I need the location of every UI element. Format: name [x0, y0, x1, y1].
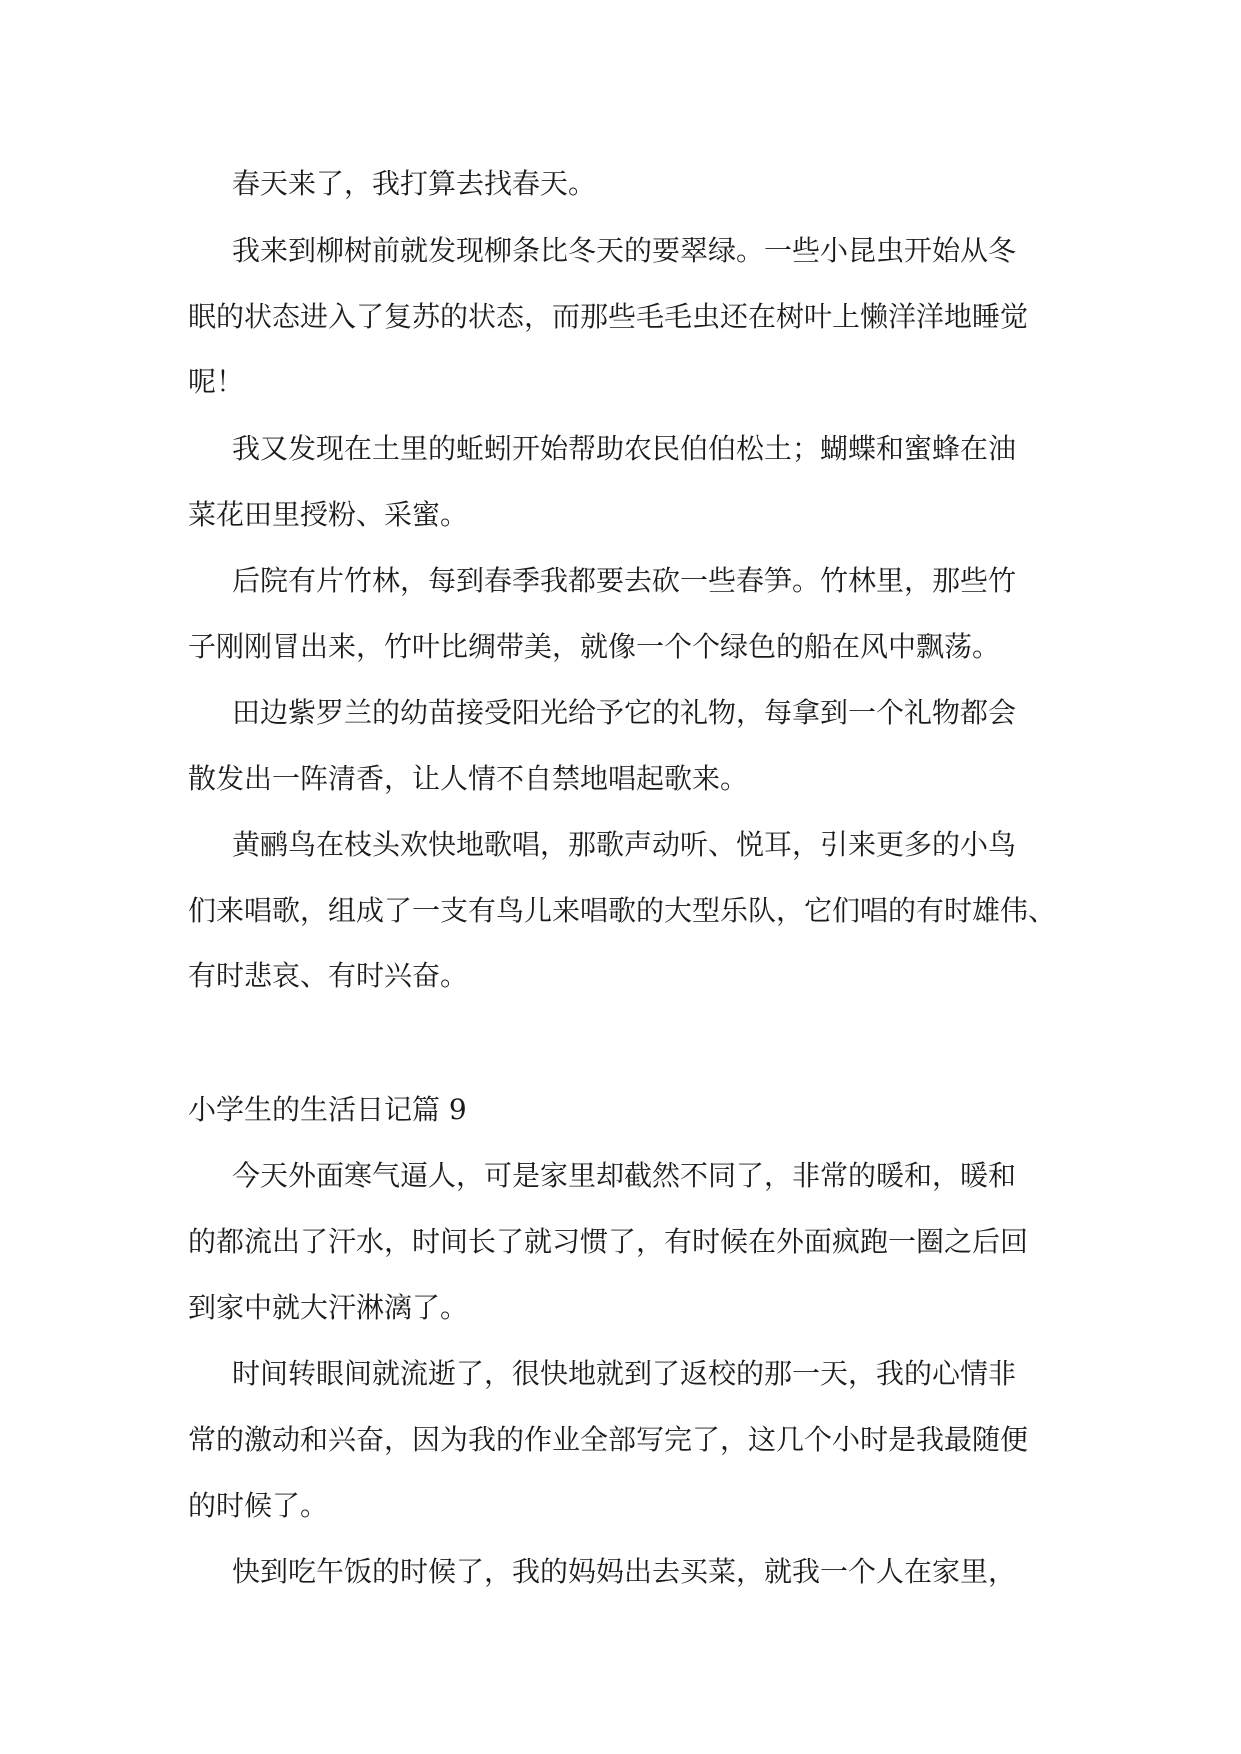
paragraph-line: 眠的状态进入了复苏的状态，而那些毛毛虫还在树叶上懒洋洋地睡觉 [188, 300, 1029, 333]
paragraph-line: 子刚刚冒出来，竹叶比绸带美，就像一个个绿色的船在风中飘荡。 [188, 630, 1001, 663]
paragraph-line: 我来到柳树前就发现柳条比冬天的要翠绿。一些小昆虫开始从冬 [232, 234, 1017, 267]
paragraph-line: 田边紫罗兰的幼苗接受阳光给予它的礼物，每拿到一个礼物都会 [232, 696, 1017, 729]
paragraph-line: 们来唱歌，组成了一支有鸟儿来唱歌的大型乐队，它们唱的有时雄伟、 [188, 894, 1057, 927]
paragraph-line: 呢！ [188, 365, 245, 398]
paragraph-line: 时间转眼间就流逝了，很快地就到了返校的那一天，我的心情非 [232, 1357, 1017, 1390]
section-heading: 小学生的生活日记篇 9 [188, 1093, 467, 1126]
paragraph-line: 春天来了，我打算去找春天。 [232, 167, 597, 200]
paragraph-line: 常的激动和兴奋，因为我的作业全部写完了，这几个小时是我最随便 [188, 1423, 1029, 1456]
paragraph-line: 快到吃午饭的时候了，我的妈妈出去买菜，就我一个人在家里， [232, 1555, 1017, 1588]
paragraph-line: 今天外面寒气逼人，可是家里却截然不同了，非常的暖和，暖和 [232, 1159, 1017, 1192]
paragraph-line: 黄鹂鸟在枝头欢快地歌唱，那歌声动听、悦耳，引来更多的小鸟 [232, 828, 1017, 861]
paragraph-line: 散发出一阵清香，让人情不自禁地唱起歌来。 [188, 762, 749, 795]
paragraph-line: 我又发现在土里的蚯蚓开始帮助农民伯伯松土；蝴蝶和蜜蜂在油 [232, 432, 1017, 465]
paragraph-line: 的时候了。 [188, 1489, 329, 1522]
paragraph-line: 到家中就大汗淋漓了。 [188, 1291, 469, 1324]
paragraph-line: 后院有片竹林，每到春季我都要去砍一些春笋。竹林里，那些竹 [232, 564, 1017, 597]
paragraph-line: 菜花田里授粉、采蜜。 [188, 498, 469, 531]
paragraph-line: 的都流出了汗水，时间长了就习惯了，有时候在外面疯跑一圈之后回 [188, 1225, 1029, 1258]
paragraph-line: 有时悲哀、有时兴奋。 [188, 959, 469, 992]
